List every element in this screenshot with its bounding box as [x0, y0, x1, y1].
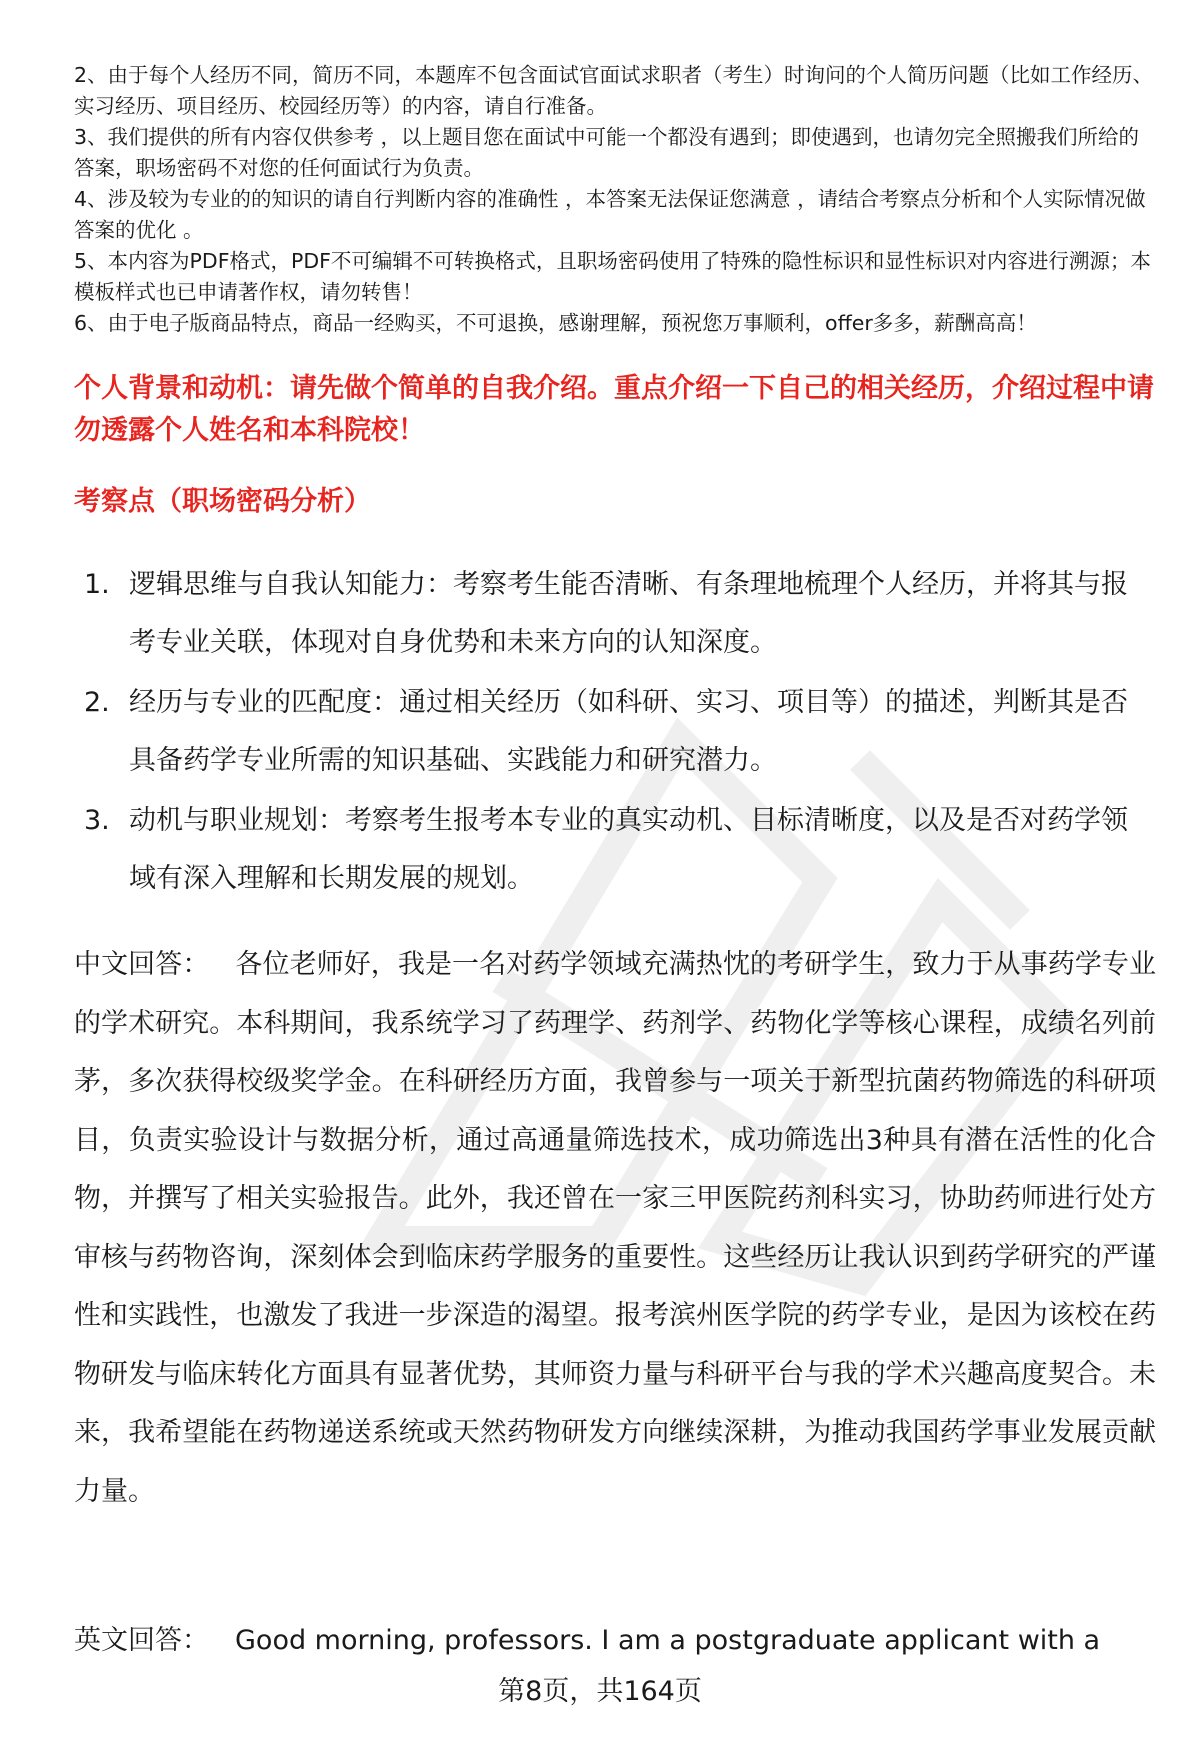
english-answer-label: 英文回答： — [74, 1625, 209, 1656]
list-item — [74, 674, 1154, 790]
chinese-answer — [74, 936, 1156, 1521]
chinese-answer-text: 各位老师好，我是一名对药学领域充满热忱的考研学生，致力于从事药学专业的学术研究。本科期间，我系统学习了药理学、药剂学、药物化学等核心课程，成绩名列前茅，多次获得校级奖学金。在科研经历方面，我曾参与一项关于新型抗菌药物筛选的科研项目，负责实验设计与数据分析，通过高通量筛选技术，成功筛选出3种具有潜在活性的化合物，并撰写了相关实验报告。此外，我还曾在一家三甲医院药剂科实习，协助药师进行处方审核与药物咨询，深刻体会到临床药学服务的重要性。这些经历让我认识到药学研究的严谨性和实践性，也激发了我进一步深造的渴望。报考滨州医学院的药学专业，是因为该校在药物研发与临床转化方面具有显著优势，其师资力量与科研平台与我的学术兴趣高度契合。未来，我希望能在药物递送系统或天然药物研发方向继续深耕，为推动我国药学事业发展贡献力量。 — [74, 949, 1157, 1507]
english-answer — [74, 1621, 1164, 1661]
disclaimer-notes — [74, 60, 1154, 339]
list-item — [74, 556, 1154, 672]
english-answer-text: Good morning, professors. I am a postgraduate applicant with a — [235, 1625, 1101, 1656]
note-item: 6、由于电子版商品特点，商品一经购买，不可退换，感谢理解，预祝您万事顺利，offer多多，薪酬高高！ — [74, 311, 1037, 335]
note-item: 5、本内容为PDF格式，PDF不可编辑不可转换格式，且职场密码使用了特殊的隐性标识和显性标识对内容进行溯源；本模板样式也已申请著作权，请勿转售！ — [74, 249, 1151, 304]
note-item: 3、我们提供的所有内容仅供参考 ，以上题目您在面试中可能一个都没有遇到；即使遇到，也请勿完全照搬我们所给的答案，职场密码不对您的任何面试行为负责。 — [74, 125, 1140, 180]
chinese-answer-label: 中文回答： — [74, 949, 210, 980]
section-title: 考察点（职场密码分析） — [74, 486, 371, 517]
list-item-text: 逻辑思维与自我认知能力：考察考生能否清晰、有条理地梳理个人经历，并将其与报考专业关联，体现对自身优势和未来方向的认知深度。 — [129, 569, 1128, 658]
question-heading: 个人背景和动机：请先做个简单的自我介绍。重点介绍一下自己的相关经历，介绍过程中请勿透露个人姓名和本科院校！ — [74, 373, 1154, 446]
list-number: 1. — [84, 569, 110, 600]
list-item-text: 动机与职业规划：考察考生报考本专业的真实动机、目标清晰度，以及是否对药学领域有深入理解和长期发展的规划。 — [129, 805, 1128, 894]
page-number-footer: 第8页，共164页 — [498, 1676, 702, 1707]
list-number: 3. — [84, 805, 110, 836]
list-item — [74, 792, 1154, 908]
assessment-points-list — [74, 556, 1154, 910]
note-item: 4、涉及较为专业的的知识的请自行判断内容的准确性 ，本答案无法保证您满意 ，请结合考察点分析和个人实际情况做答案的优化 。 — [74, 187, 1146, 242]
note-item: 2、由于每个人经历不同，简历不同，本题库不包含面试官面试求职者（考生）时询问的个人简历问题（比如工作经历、实习经历、项目经历、校园经历等）的内容，请自行准备。 — [74, 63, 1154, 118]
list-item-text: 经历与专业的匹配度：通过相关经历（如科研、实习、项目等）的描述，判断其是否具备药学专业所需的知识基础、实践能力和研究潜力。 — [129, 687, 1128, 776]
list-number: 2. — [84, 687, 110, 718]
